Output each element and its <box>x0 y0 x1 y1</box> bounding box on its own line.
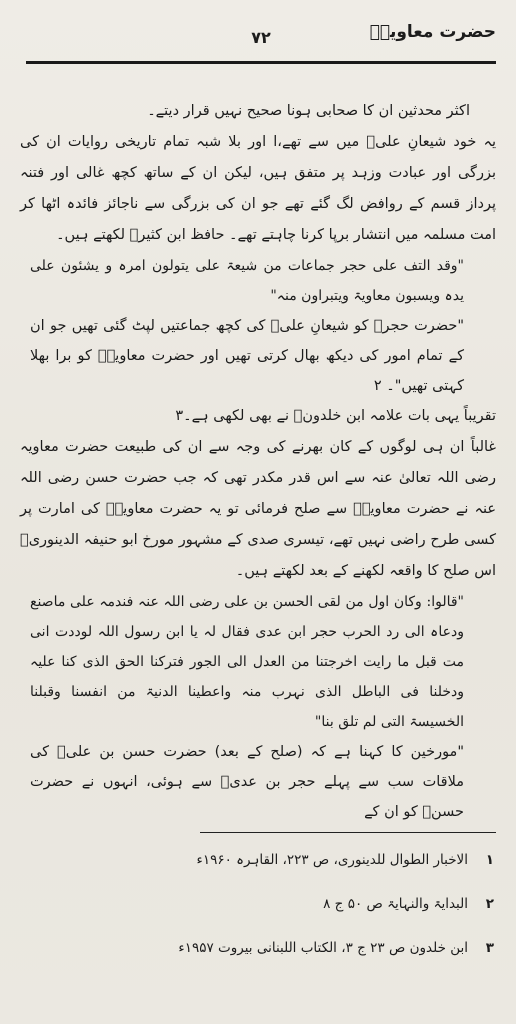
footnote-text: الاخبار الطوال للدینوری، ص ۲۲۳، القاہرہ ۱۹۶۰ء <box>196 852 468 868</box>
footnote-2 <box>30 896 494 940</box>
footnote-marker: ۳ <box>485 940 494 956</box>
paragraph-4: غالباً ان ہی لوگوں کے کان بھرنے کی وجہ سے ان کی طبیعت حضرت معاویہ رضی اللہ تعالیٰ عنہ سے اس قدر مکدر تھی کہ جب حضرت حسن رضی اللہ عنہ نے حضرت معاویہؓ سے صلح فرمائی تو یہ حضرت معاویہؓ کی امارت پر کسی طرح راضی نہیں تھے، تیسری صدی کے مشہور مورخ ابو حنیفہ الدینوریؒ اس صلح کا واقعہ لکھنے کے بعد لکھتے ہیں۔ <box>20 439 496 579</box>
running-title: حضرت معاویہؓ <box>369 22 496 42</box>
main-text <box>20 96 496 827</box>
paragraph-1: اکثر محدثین ان کا صحابی ہونا صحیح نہیں قرار دیتے۔ <box>147 103 470 119</box>
page-number: ۷۲ <box>251 28 271 47</box>
footnote-1 <box>30 852 494 896</box>
footnote-marker: ۲ <box>485 896 494 912</box>
footnote-3 <box>30 940 494 984</box>
footnote-text: ابن خلدون ص ۲۳ ج ۳، الکتاب اللبنانی بیروت ۱۹۵۷ء <box>178 940 468 956</box>
urdu-translation-1: "حضرت حجرؓ کو شیعانِ علیؓ کی کچھ جماعتیں لپٹ گئی تھیں جو ان کے تمام امور کی دیکھ بھال کرتی تھیں اور حضرت معاویہؓ کو برا بھلا کہتی تھیں"۔ ۲ <box>30 318 464 394</box>
footnote-rule <box>200 832 496 833</box>
urdu-translation-2: "مورخین کا کہنا ہے کہ (صلح کے بعد) حضرت حسن بن علیؓ کی ملاقات سب سے پہلے حجر بن عدیؓ سے ہوئی، انہوں نے حضرت حسنؓ کو ان کے <box>30 744 464 820</box>
page-header <box>26 12 496 64</box>
footnotes <box>30 852 494 984</box>
paragraph-2: یہ خود شیعانِ علیؓ میں سے تھے،ا اور بلا شبہ تمام تاریخی روایات ان کی بزرگی اور عبادت وزہد پر متفق ہیں، لیکن ان کے ساتھ کچھ غالی اور فتنہ پرداز قسم کے روافض لگ گئے تھے جو ان کی بزرگی سے ناجائز فائدہ اٹھا کر امت مسلمہ میں انتشار برپا کرنا چاہتے تھے۔ حافظ ابن کثیرؒ لکھتے ہیں۔ <box>20 134 496 243</box>
arabic-quote-1: "وقد التف علی حجر جماعات من شیعۃ علی یتولون امرہ و یشئون علی یدہ ویسبون معاویۃ ویتبراون منہ" <box>30 258 464 304</box>
footnote-text: البدایۃ والنہایۃ ص ۵۰ ج ۸ <box>323 896 468 912</box>
arabic-quote-2: "قالوا: وکان اول من لقی الحسن بن علی رضی اللہ عنہ فندمہ علی ماصنع ودعاہ الی رد الحرب حجر ابن عدی فقال لہ یا ابن رسول اللہ لوددت انی مت قبل ما رایت اخرجتنا من العدل الی الجور فترکنا الحق الذی کنا علیہ ودخلنا فی الباطل الذی نہرب منہ واعطینا الدنیۃ من انفسنا وقبلنا الخسیسۃ التی لم تلق بنا" <box>30 594 464 730</box>
header-rule <box>26 61 496 64</box>
paragraph-3: تقریباً یہی بات علامہ ابن خلدونؒ نے بھی لکھی ہے۔۳ <box>175 408 496 424</box>
footnote-marker: ۱ <box>485 852 494 868</box>
